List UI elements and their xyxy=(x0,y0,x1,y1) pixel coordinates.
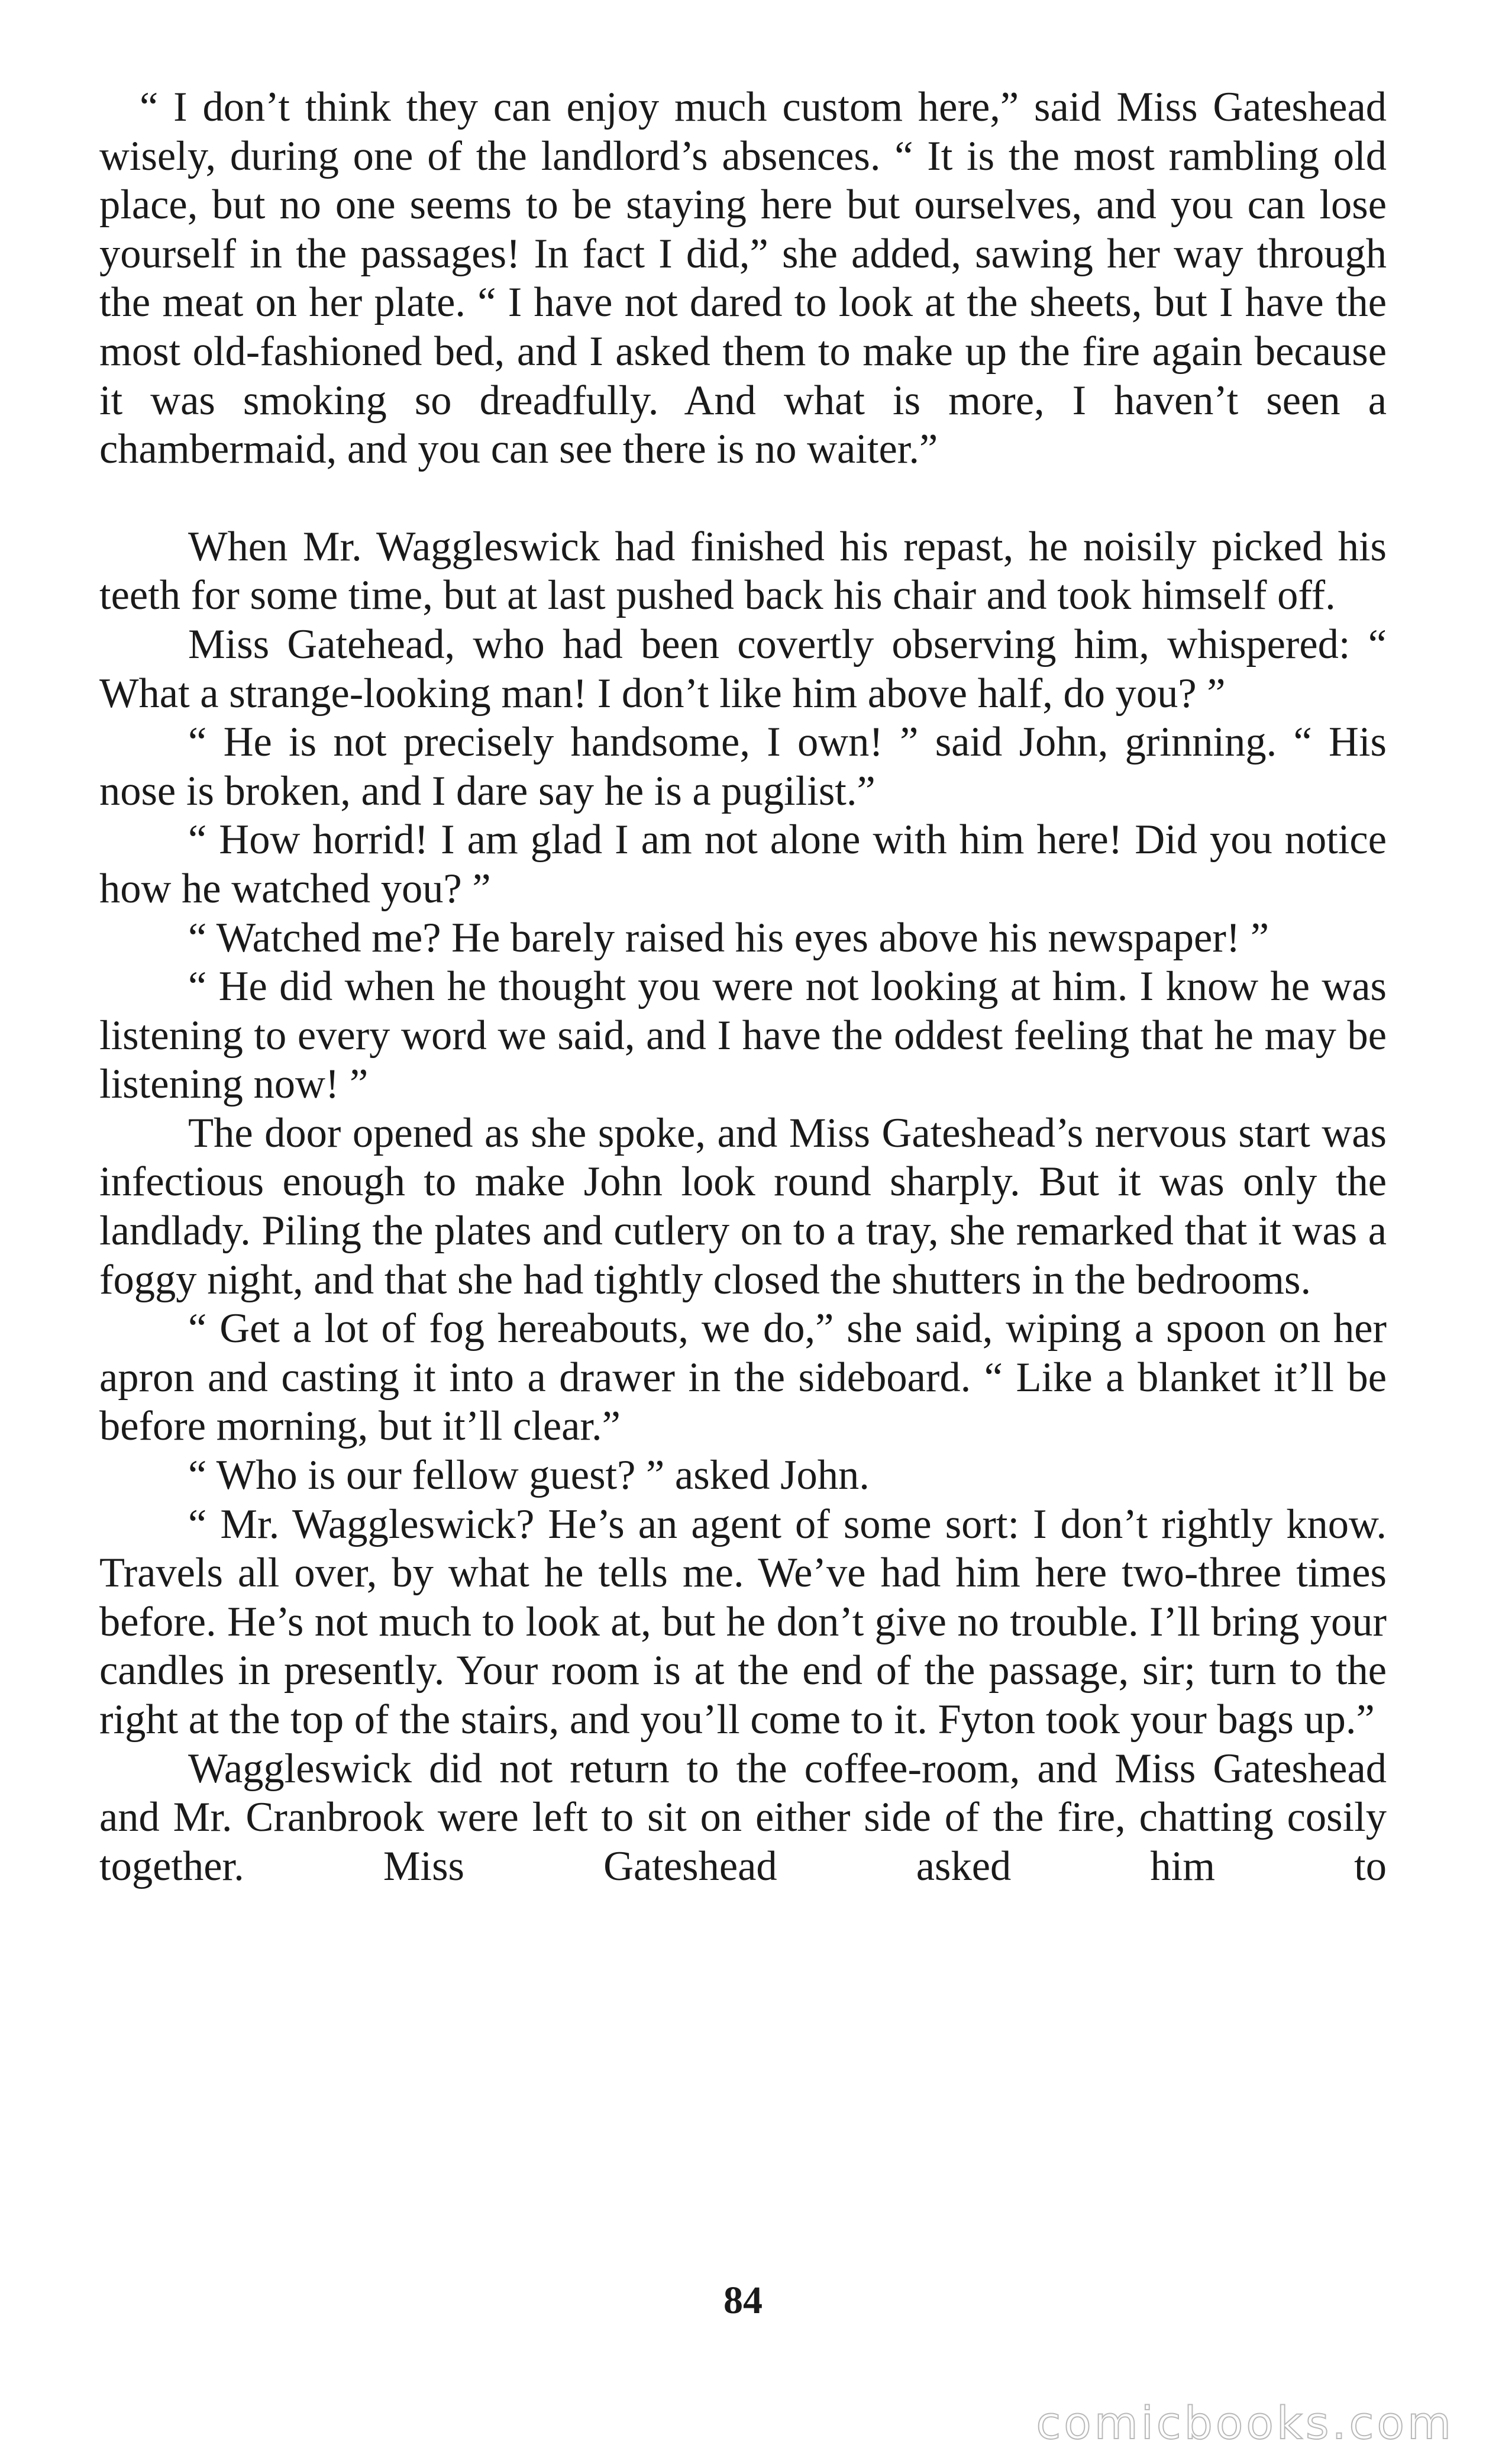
paragraph-door-opened: The door opened as she spoke, and Miss Gateshead’s nervous start was infectious enough to make John look round sharply. But it was only the landlady. Piling the plates and cutlery on to a tray, she remarked that it was a foggy night, and that she had tightly closed the shutters in the bedrooms. xyxy=(99,1110,1387,1303)
paragraph-landlady-answer: “ Mr. Waggleswick? He’s an agent of some sort: I don’t rightly know. Travels all over, by what he tells me. We’ve had him here two-three times before. He’s not much to look at, but he don’t give no trouble. I’ll bring your candles in presently. Your room is at the end of the passage, sir; turn to the right at the top of the stairs, and you’ll come to it. Fyton took your bags up.” xyxy=(99,1501,1387,1743)
watermark-logo: comicbooks.com xyxy=(1036,2397,1454,2449)
paragraph-miss-gateshead-remarks: “ I don’t think they can enjoy much custom here,” said Miss Gateshead wisely, during one of the landlord’s absences. “ It is the most rambling old place, but no one seems to be staying here but ourselves, and you can lose yourself in the passages! In fact I did,” she added, sawing her way through the meat on her plate. “ I have not dared to look at the sheets, but I have the most old-fashioned bed, and I asked them to make up the fire again because it was smoking so dreadfully. And what is more, I haven’t seen a chambermaid, and you can see there is no waiter.” xyxy=(99,84,1387,473)
paragraph-how-horrid: “ How horrid! I am glad I am not alone with him here! Did you notice how he watched you? ” xyxy=(99,817,1387,912)
paragraph-waggleswick-leaves: When Mr. Waggleswick had finished his repast, he noisily picked his teeth for some time, but at last pushed back his chair and took himself off. xyxy=(99,523,1387,619)
page-body xyxy=(99,83,1387,1891)
page-number: 84 xyxy=(723,2279,763,2322)
paragraph-watched-me: “ Watched me? He barely raised his eyes above his newspaper! ” xyxy=(188,914,1269,961)
paragraph-fellow-guest: “ Who is our fellow guest? ” asked John. xyxy=(188,1452,870,1499)
paragraph-strange-looking-man: Miss Gatehead, who had been covertly observing him, whispered: “ What a strange-looking man! I don’t like him above half, do you? ” xyxy=(99,621,1387,717)
paragraph-john-grinning: “ He is not precisely handsome, I own! ” said John, grinning. “ His nose is broken, and I dare say he is a pugilist.” xyxy=(99,719,1387,814)
paragraph-coffee-room: Waggleswick did not return to the coffee-room, and Miss Gateshead and Mr. Cranbrook were left to sit on either side of the fire, chatting cosily together. Miss Gateshead asked him to xyxy=(99,1745,1387,1889)
paragraph-fog-hereabouts: “ Get a lot of fog hereabouts, we do,” she said, wiping a spoon on her apron and casting it into a drawer in the sideboard. “ Like a blanket it’ll be before morning, but it’ll clear.” xyxy=(99,1305,1387,1450)
paragraph-listening-now: “ He did when he thought you were not looking at him. I know he was listening to every word we said, and I have the oddest feeling that he may be listening now! ” xyxy=(99,963,1387,1108)
